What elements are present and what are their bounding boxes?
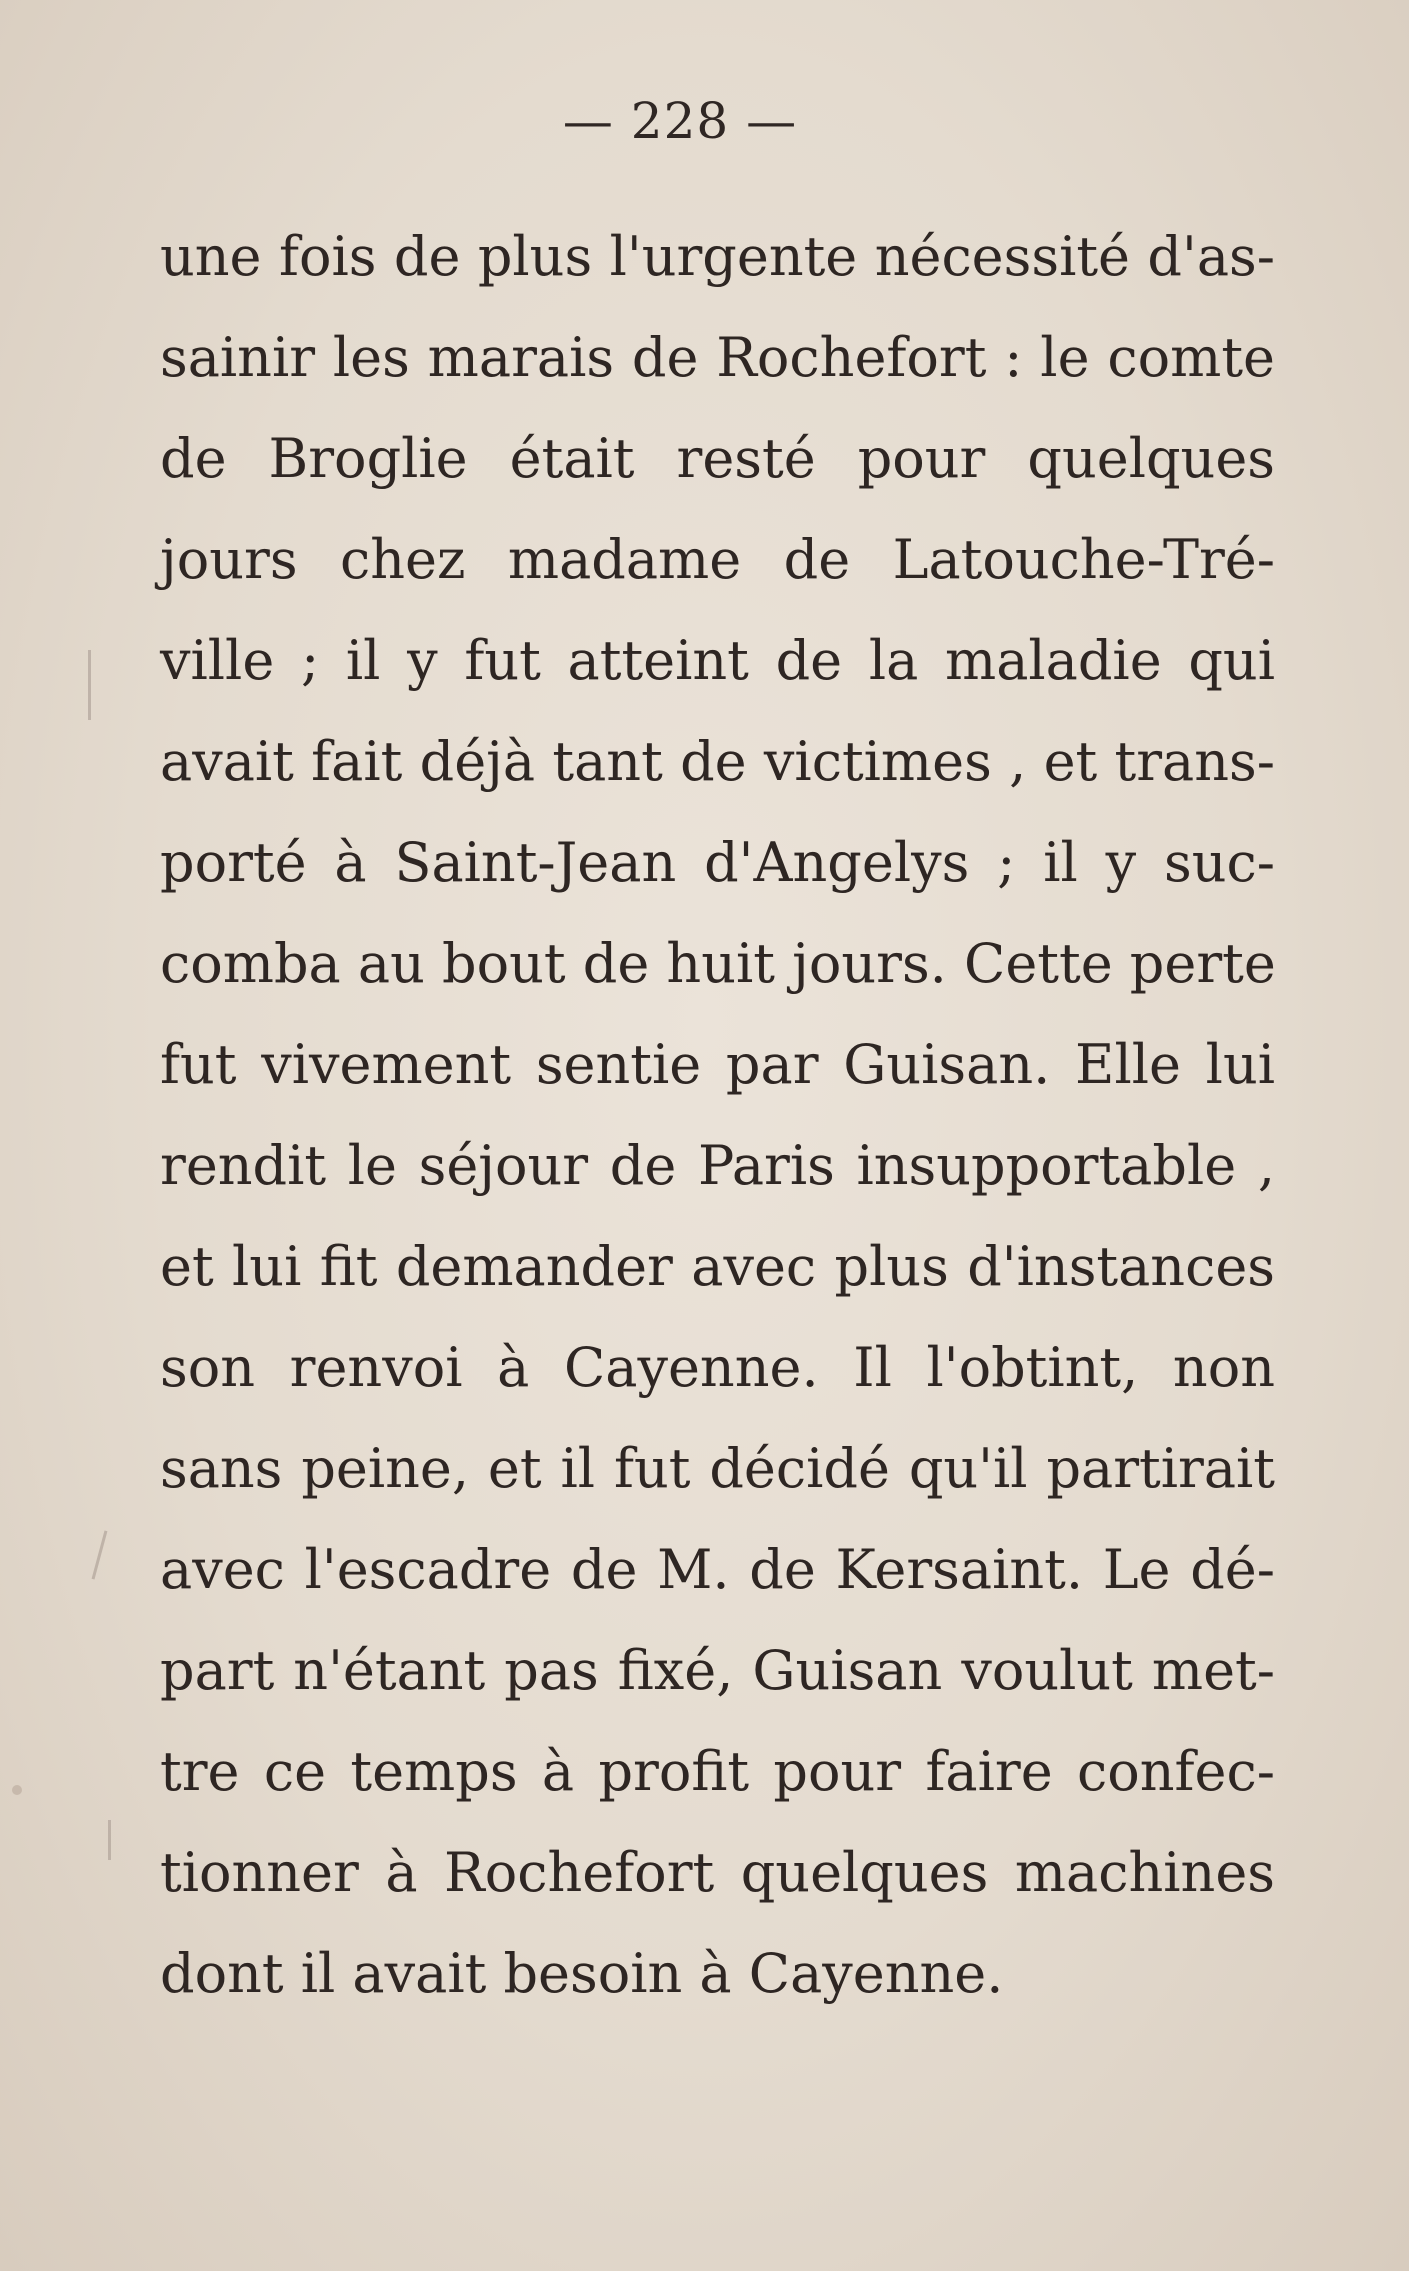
text-line: tionner à Rochefort quelques machines bbox=[160, 1841, 1275, 1904]
text-line: avait fait déjà tant de victimes , et trans- bbox=[160, 730, 1275, 793]
text-line: sans peine, et il fut décidé qu'il partirait bbox=[160, 1437, 1275, 1500]
text-line: et lui fit demander avec plus d'instances bbox=[160, 1235, 1275, 1298]
text-line: ville ; il y fut atteint de la maladie qui bbox=[160, 629, 1275, 692]
text-line: de Broglie était resté pour quelques bbox=[160, 427, 1275, 490]
page-number: — 228 — bbox=[562, 92, 798, 150]
paper-speck bbox=[12, 1785, 22, 1795]
text-line: dont il avait besoin à Cayenne. bbox=[160, 1942, 1004, 2005]
text-line: tre ce temps à profit pour faire confec- bbox=[160, 1740, 1275, 1803]
margin-mark bbox=[108, 1820, 111, 1860]
text-line: part n'étant pas fixé, Guisan voulut met- bbox=[160, 1639, 1275, 1702]
body-text bbox=[160, 206, 1275, 2024]
margin-mark bbox=[88, 650, 91, 720]
text-line: comba au bout de huit jours. Cette perte bbox=[160, 932, 1276, 995]
text-line: jours chez madame de Latouche-Tré- bbox=[160, 528, 1275, 591]
text-line: rendit le séjour de Paris insupportable , bbox=[160, 1134, 1275, 1197]
text-line: fut vivement sentie par Guisan. Elle lui bbox=[160, 1033, 1275, 1096]
text-line: son renvoi à Cayenne. Il l'obtint, non bbox=[160, 1336, 1275, 1399]
text-line: avec l'escadre de M. de Kersaint. Le dé- bbox=[160, 1538, 1275, 1601]
margin-mark bbox=[92, 1530, 108, 1579]
text-line: sainir les marais de Rochefort : le comte bbox=[160, 326, 1275, 389]
text-line: porté à Saint-Jean d'Angelys ; il y suc- bbox=[160, 831, 1275, 894]
text-line: une fois de plus l'urgente nécessité d'as- bbox=[160, 225, 1275, 288]
